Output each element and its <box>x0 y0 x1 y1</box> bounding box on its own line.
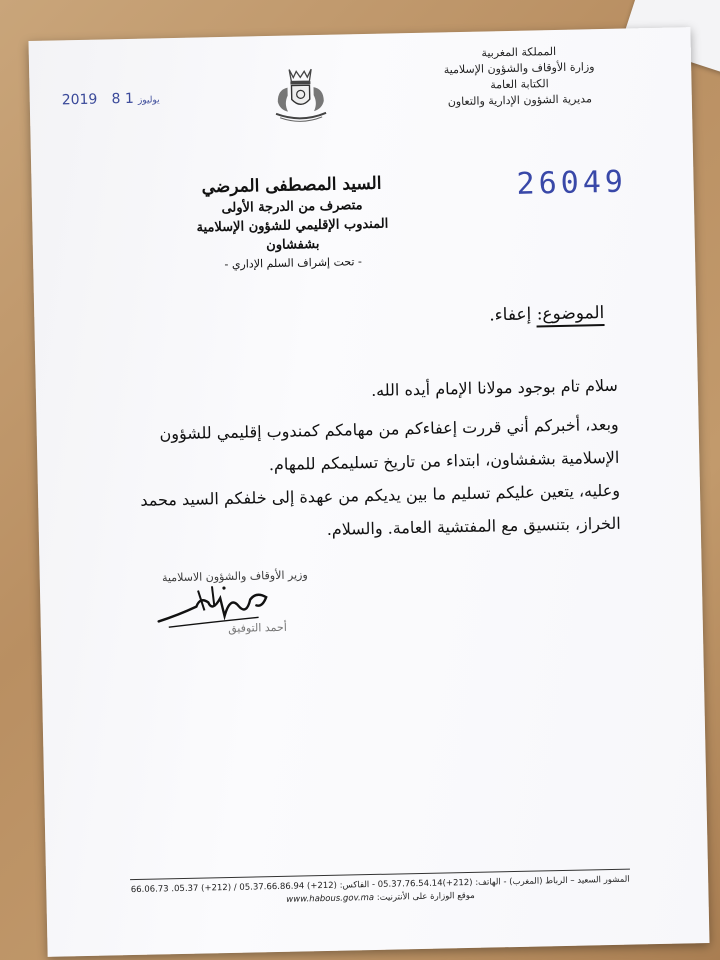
letterhead-line: مديرية الشؤون الإدارية والتعاون <box>447 92 593 109</box>
letterhead-line: المملكة المغربية <box>481 44 557 60</box>
body-paragraph-1: وبعد، أخبركم أني قررت إعفاءكم من مهامكم كمندوب إقليمي للشؤون الإسلامية بشفشاون، ابتداء من تاريخ تسليمكم للمهام. <box>159 414 620 475</box>
letterhead-line: الكتابة العامة <box>490 77 549 92</box>
body-paragraph-2: وعليه، يتعين عليكم تسليم ما بين يديكم من عهدة إلى خلفكم السيد محمد الخراز، بتنسيق مع المفتشية العامة. والسلام. <box>140 480 621 539</box>
ministry-letterhead <box>399 42 640 111</box>
subject-value: إعفاء. <box>489 304 532 326</box>
recipient-name: السيد المصطفى المرضي <box>201 173 382 198</box>
received-date-stamp <box>62 90 160 108</box>
subject-line <box>489 303 604 325</box>
footer-web-url: www.habous.gov.ma <box>286 892 375 905</box>
signatory-title: وزير الأوقاف والشؤون الاسلامية <box>161 568 308 585</box>
recipient-position: المندوب الإقليمي للشؤون الإسلامية بشفشاون <box>196 216 389 254</box>
royal-emblem-icon <box>267 65 334 126</box>
letter-page <box>28 27 709 957</box>
letter-footer <box>130 874 630 910</box>
signatory-name: أحمد التوفيق <box>228 620 287 635</box>
recipient-block <box>191 171 393 274</box>
greeting: سلام تام بوجود مولانا الإمام أيده الله. <box>370 375 619 400</box>
stamp-year: 2019 <box>61 91 98 109</box>
stamp-day: 1 8 <box>111 90 134 108</box>
registration-number-stamp: 26049 <box>516 164 628 202</box>
letter-body <box>108 369 621 551</box>
stamp-month: يوليوز <box>137 95 160 106</box>
recipient-via: - تحت إشراف السلم الإداري - <box>224 255 363 271</box>
subject-label: الموضوع: <box>536 303 604 327</box>
signature-block <box>128 568 310 652</box>
recipient-rank: متصرف من الدرجة الأولى <box>221 198 363 217</box>
footer-address: المشور السعيد – الرباط (المغرب) - الهاتف: (212+)05.37.76.54.14 - الفاكس: (212+) 05.37.66.86.94 / (212+) 05.37. 66.06.73 <box>130 874 630 896</box>
footer-web-label: موقع الوزارة على الأنترنيت: <box>376 890 475 903</box>
letterhead-line: وزارة الأوقاف والشؤون الإسلامية <box>443 60 595 77</box>
